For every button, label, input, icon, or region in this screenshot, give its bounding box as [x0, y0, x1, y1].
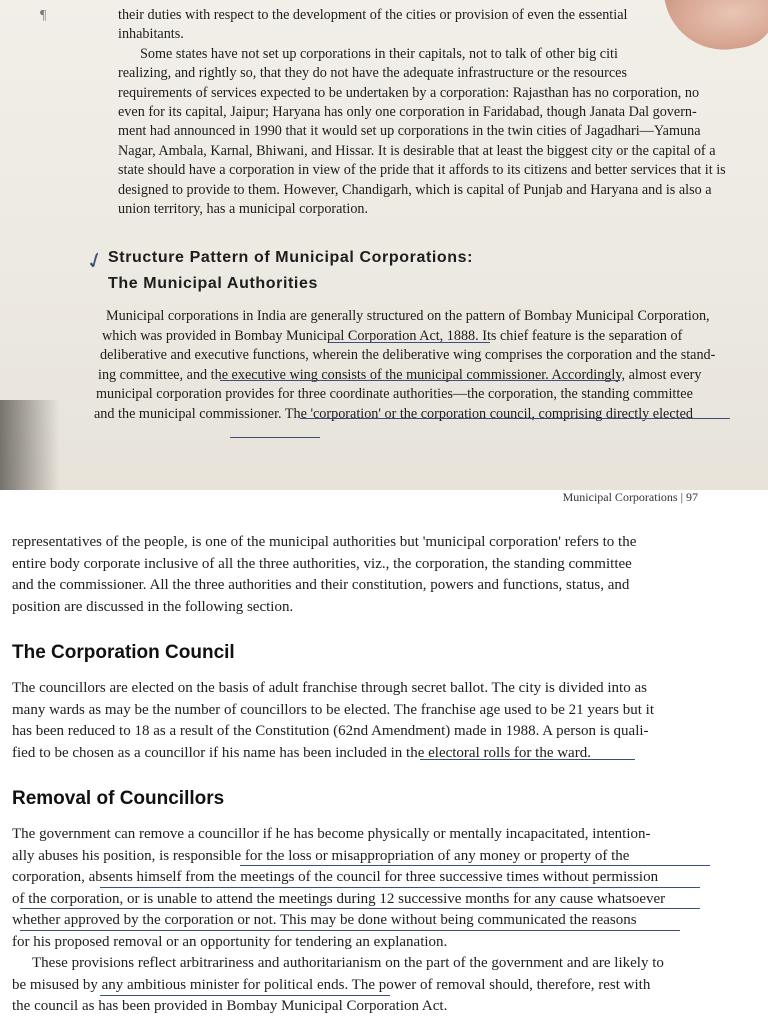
text-line: deliberative and executive functions, wherein the deliberative wing comprises the corporation and the stand- [100, 347, 716, 364]
text-line: ing committee, and the executive wing consists of the municipal commissioner. Accordingly, almost every [98, 366, 702, 383]
text-line: designed to provide to them. However, Chandigarh, which is capital of Punjab and Haryana and is also a [118, 181, 712, 198]
scanned-page [0, 490, 768, 1024]
top-text-block [94, 6, 768, 424]
section-heading: Structure Pattern of Municipal Corporations: [108, 249, 474, 267]
section-subheading: The Municipal Authorities [108, 275, 318, 293]
pen-underline [100, 887, 700, 888]
text-line: The councillors are elected on the basis of adult franchise through secret ballot. The city is divided into as [12, 680, 647, 696]
text-line: union territory, has a municipal corporation. [118, 201, 369, 218]
text-line: has been reduced to 18 as a result of the Constitution (62nd Amendment) made in 1988. A person is quali- [12, 723, 649, 739]
text-line: Municipal corporations in India are generally structured on the pattern of Bombay Municipal Corporation, [106, 308, 710, 325]
pen-underline [20, 908, 700, 909]
text-line: be misused by any ambitious minister for political ends. The power of removal should, therefore, rest with [12, 976, 651, 993]
text-line: whether approved by the corporation or not. This may be done without being communicated the reasons [12, 912, 637, 928]
pen-underline [300, 418, 730, 419]
text-line: ally abuses his position, is responsible for the loss or misappropriation of any money or property of the [12, 847, 630, 864]
page-shadow [0, 400, 60, 490]
text-line: even for its capital, Jaipur; Haryana has only one corporation in Faridabad, though Janata Dal govern- [118, 104, 697, 121]
pen-underline [330, 342, 490, 343]
text-line: and the municipal commissioner. The 'corporation' or the corporation council, comprising directly elected [94, 405, 693, 422]
bottom-text-block [12, 532, 718, 1018]
pen-underline [220, 380, 620, 381]
text-line: requirements of services expected to be undertaken by a corporation: Rajasthan has no corporation, no [118, 84, 700, 101]
text-line: ment had announced in 1990 that it would set up corporations in the twin cities of Jagadhari—Yamuna [118, 123, 701, 140]
text-line: inhabitants. [118, 26, 184, 43]
text-line: many wards as may be the number of councillors to be elected. The franchise age used to be 21 years but it [12, 701, 655, 718]
text-line: The government can remove a councillor if he has become physically or mentally incapacitated, intention- [12, 826, 651, 842]
text-line: their duties with respect to the development of the cities or provision of even the essential [118, 7, 628, 23]
section-title-removal: Removal of Councillors [12, 788, 225, 809]
pen-underline [420, 759, 635, 760]
text-line: corporation, absents himself from the meetings of the council for three successive times without permission [12, 869, 659, 885]
text-line: These provisions reflect arbitrariness and authoritarianism on the part of the government and are likely to [32, 955, 664, 971]
text-line: position are discussed in the following section. [12, 598, 294, 615]
text-line: the council as has been provided in Bombay Municipal Corporation Act. [12, 998, 448, 1014]
tick-mark-icon: ✓ [82, 245, 108, 276]
text-line: which was provided in Bombay Municipal Corporation Act, 1888. Its chief feature is the separation of [102, 327, 683, 344]
text-line: state should have a corporation in view of the pride that it affords to its citizens and better services that it is [118, 162, 726, 179]
text-line: of the corporation, or is unable to attend the meetings during 12 successive months for any cause whatsoever [12, 890, 666, 907]
text-line: and the commissioner. All the three authorities and their constitution, powers and functions, status, and [12, 577, 630, 593]
text-line: municipal corporation provides for three coordinate authorities—the corporation, the standing committee [96, 386, 693, 403]
pen-underline [20, 930, 680, 931]
text-line: Some states have not set up corporations in their capitals, not to talk of other big citi [140, 45, 618, 62]
text-line: entire body corporate inclusive of all the three authorities, viz., the corporation, the standing committee [12, 555, 632, 572]
text-line: realizing, and rightly so, that they do not have the adequate infrastructure or the resources [118, 65, 627, 82]
pen-underline [240, 865, 710, 866]
section-title-corporation-council: The Corporation Council [12, 642, 235, 663]
running-head: Municipal Corporations | 97 [562, 490, 698, 504]
text-line: representatives of the people, is one of the municipal authorities but 'municipal corporation' refers to the [12, 534, 637, 550]
text-line: fied to be chosen as a councillor if his name has been included in the electoral rolls for the ward. [12, 744, 591, 761]
pen-underline [230, 437, 320, 438]
pen-underline [100, 995, 390, 996]
margin-mark: ¶ [40, 8, 47, 23]
text-line: for his proposed removal or an opportunity for tendering an explanation. [12, 933, 448, 950]
photographed-page [0, 0, 768, 490]
text-line: Nagar, Ambala, Karnal, Bhiwani, and Hissar. It is desirable that at least the biggest city or the capital of a [118, 142, 716, 159]
